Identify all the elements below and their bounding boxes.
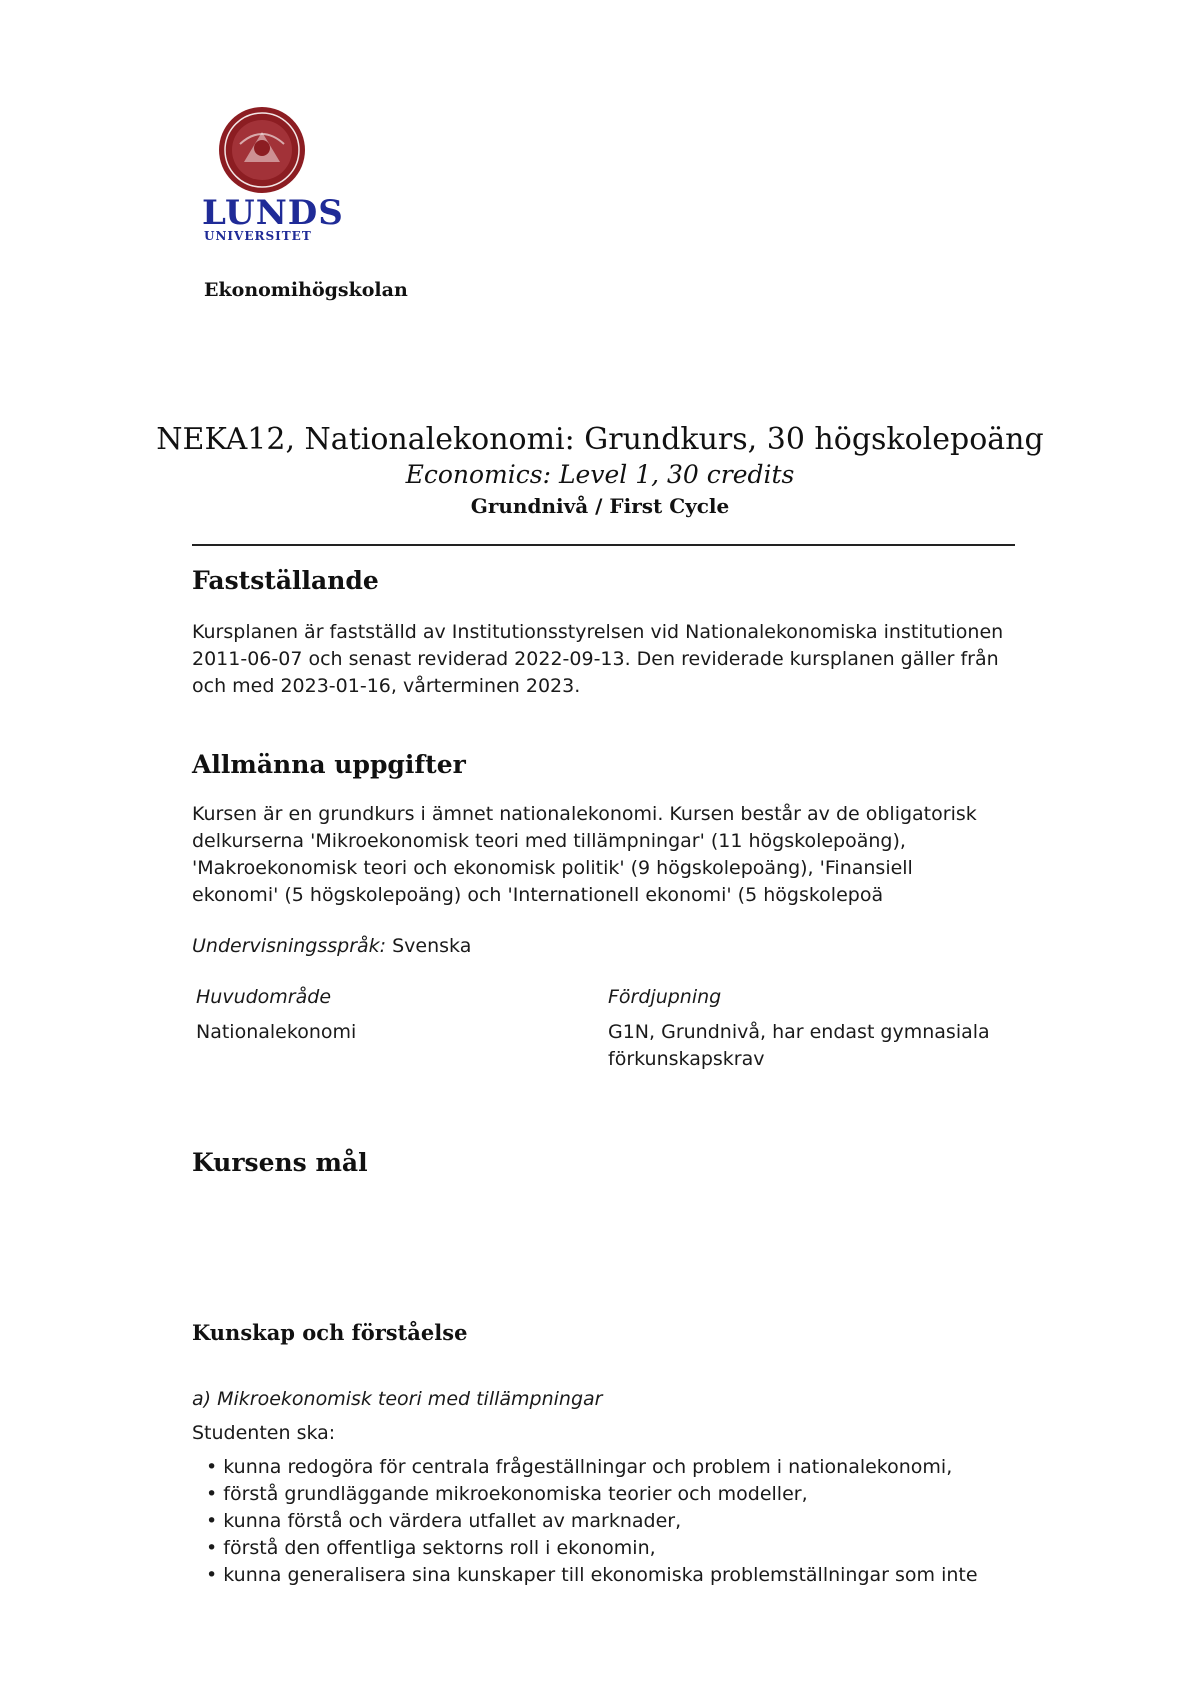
text-line: delkurserna 'Mikroekonomisk teori med tillämpningar' (11 högskolepoäng), [192,830,906,852]
course-level: Grundnivå / First Cycle [470,494,730,518]
language-value: Svenska [392,935,472,957]
list-item: • förstå grundläggande mikroekonomiska teorier och modeller, [206,1481,978,1508]
heading-faststallande: Fastställande [192,566,379,595]
teaching-language [192,933,1022,960]
text-line: 2011-06-07 och senast reviderad 2022-09-13. Den reviderade kursplanen gäller från [192,648,999,670]
course-title: NEKA12, Nationalekonomi: Grundkurs, 30 högskolepoäng [156,422,1044,457]
language-label: Undervisningsspråk: [192,935,387,957]
main-field-header: Huvudområde [196,986,332,1008]
depth-level-value [608,1019,990,1073]
allmanna-text [192,801,1022,909]
faststallande-text [192,619,1022,700]
heading-allmanna-uppgifter: Allmänna uppgifter [192,750,466,779]
heading-kunskap: Kunskap och förståelse [192,1320,468,1345]
text-line: ekonomi' (5 högskolepoäng) och 'Internationell ekonomi' (5 högskolepoä [192,884,884,906]
text-line: Kursen är en grundkurs i ämnet nationalekonomi. Kursen består av de obligatorisk [192,803,977,825]
list-item: • kunna förstå och värdera utfallet av marknader, [206,1508,978,1535]
section-intro: Studenten ska: [192,1422,336,1444]
text-line: förkunskapskrav [608,1048,765,1070]
list-item: • kunna redogöra för centrala frågeställningar och problem i nationalekonomi, [206,1454,978,1481]
list-item: • förstå den offentliga sektorns roll i ekonomin, [206,1535,978,1562]
logo-subtext: UNIVERSITET [204,229,312,243]
text-line: och med 2023-01-16, vårterminen 2023. [192,675,581,697]
section-title: a) Mikroekonomisk teori med tillämpningar [192,1388,603,1410]
goals-list [206,1454,978,1589]
school-name: Ekonomihögskolan [204,279,408,301]
heading-kursens-mal: Kursens mål [192,1148,368,1177]
text-line: 'Makroekonomisk teori och ekonomisk politik' (9 högskolepoäng), 'Finansiell [192,857,913,879]
course-title-english: Economics: Level 1, 30 credits [405,460,795,489]
title-divider [192,544,1015,546]
text-line: G1N, Grundnivå, har endast gymnasiala [608,1021,990,1043]
depth-level-header: Fördjupning [608,986,722,1008]
list-item: • kunna generalisera sina kunskaper till ekonomiska problemställningar som inte [206,1562,978,1589]
main-field-value: Nationalekonomi [196,1021,357,1043]
text-line: Kursplanen är fastställd av Institutionsstyrelsen vid Nationalekonomiska institutionen [192,621,1004,643]
logo-wordmark: LUNDS [202,193,344,233]
